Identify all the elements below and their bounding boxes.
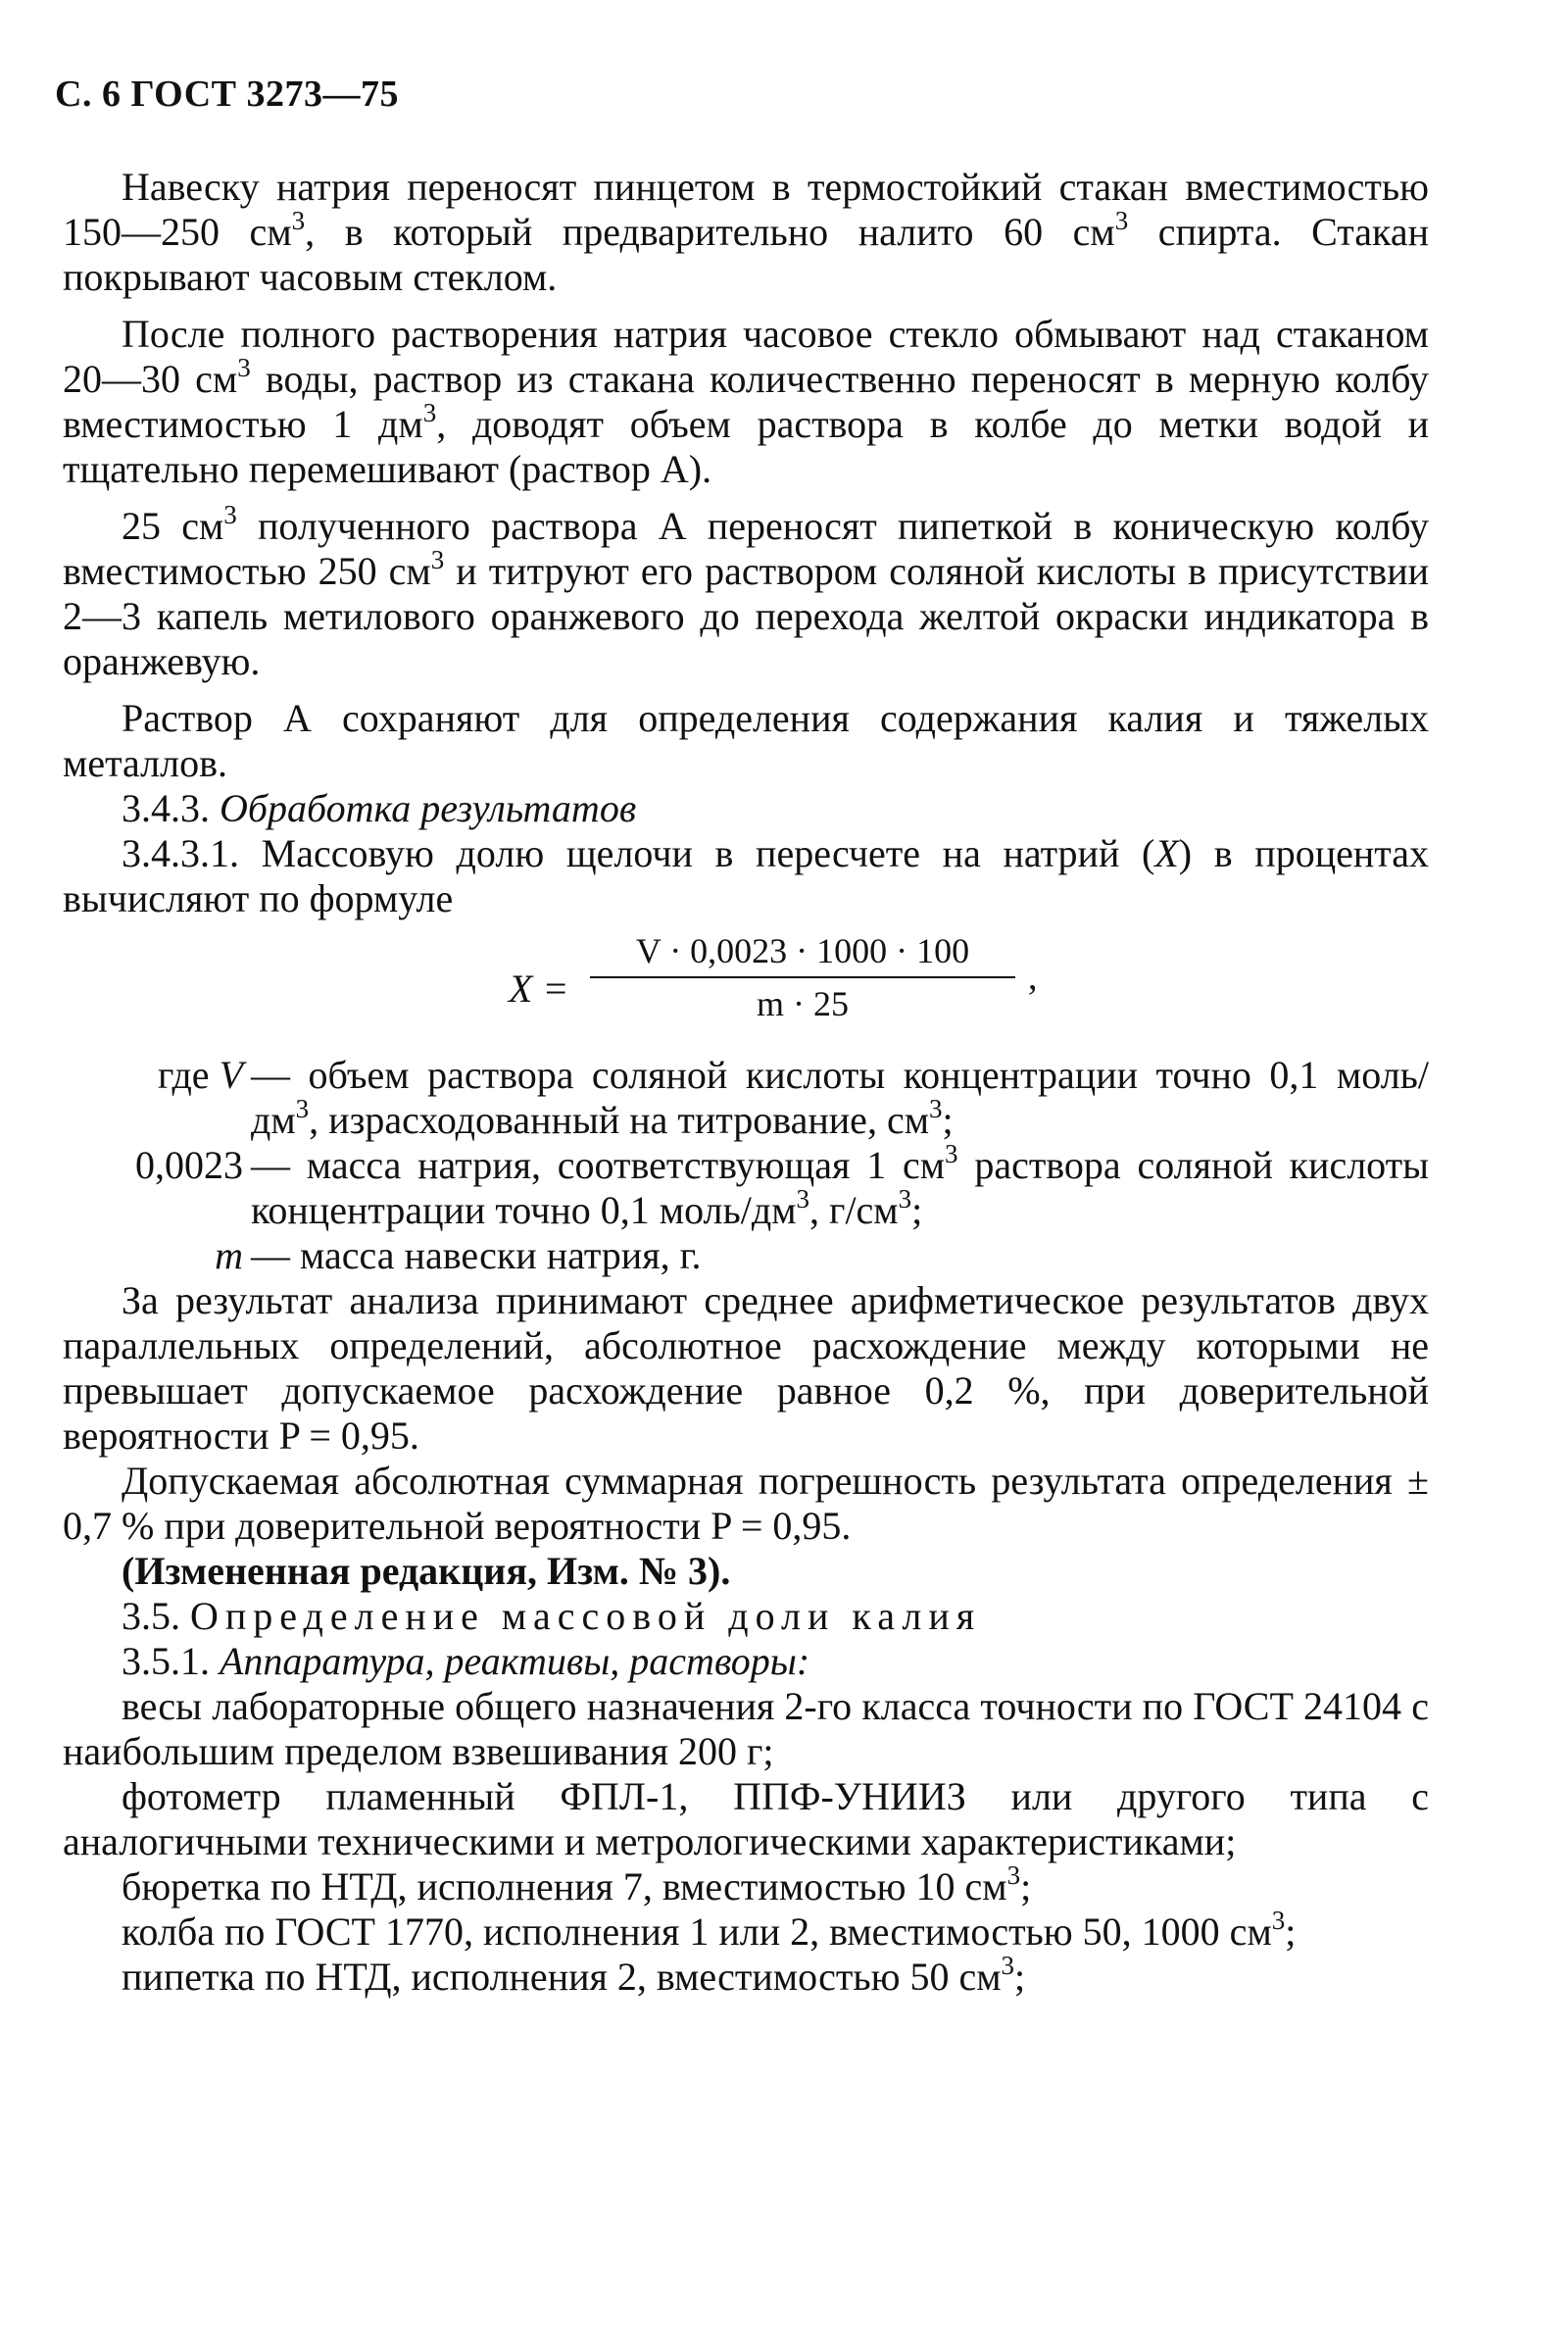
equipment-item-scales: весы лабораторные общего назначения 2-го класса точности по ГОСТ 24104 с наибольшим пределом взвешивания 200 г; <box>63 1684 1429 1773</box>
section-heading-3-5 <box>63 1594 1429 1639</box>
legend-symbol: V <box>219 1053 243 1097</box>
fraction-bar <box>590 976 1015 978</box>
section-number: 3.4.3. <box>122 786 210 830</box>
text-run: 25 см <box>122 504 224 548</box>
paragraph-sodium-weighing <box>63 165 1429 300</box>
section-title: Аппаратура, реактивы, растворы: <box>220 1639 810 1683</box>
superscript: 3 <box>1271 1906 1286 1935</box>
formula-denominator: m · 25 <box>757 984 849 1023</box>
text-run: масса навески натрия, г. <box>300 1233 702 1277</box>
equipment-item-pipette <box>63 1951 1429 2000</box>
document-body <box>63 165 1429 2000</box>
text-run: ; <box>1285 1909 1297 1954</box>
formula-trailing-comma: , <box>1028 957 1038 998</box>
legend-dash: — <box>251 1143 307 1187</box>
text-run: колба по ГОСТ 1770, исполнения 1 или 2, вместимостью 50, 1000 см <box>122 1909 1272 1954</box>
text-run: , израсходованный на титрование, см <box>309 1098 930 1142</box>
section-number: 3.5.1. <box>122 1639 210 1683</box>
text-run: , доводят объем раствора в колбе до метки водой и тщательно перемешивают (раствор А). <box>63 402 1429 491</box>
text-run: , г/см <box>809 1188 899 1232</box>
text-run: раствора соляной кислоты концентрации точно 0,1 моль/дм <box>251 1143 1429 1232</box>
text-run: , в который предварительно налито 60 см <box>305 210 1115 254</box>
legend-dash: — <box>251 1053 309 1097</box>
text-run: ; <box>1020 1864 1032 1909</box>
equipment-item-flask <box>63 1906 1429 1955</box>
paragraph-dissolution <box>63 312 1429 492</box>
legend-prefix: где <box>158 1053 220 1097</box>
superscript: 3 <box>223 500 237 529</box>
superscript: 3 <box>291 206 306 235</box>
legend-description <box>251 1139 1429 1233</box>
legend-key <box>63 1143 251 1233</box>
paragraph-titration <box>63 500 1430 684</box>
superscript: 3 <box>1114 206 1129 235</box>
legend-description <box>251 1053 1429 1143</box>
page-header: С. 6 ГОСТ 3273—75 <box>55 74 399 115</box>
superscript: 3 <box>1006 1860 1021 1890</box>
superscript: 3 <box>237 353 251 382</box>
paragraph-error-margin: Допускаемая абсолютная суммарная погрешность результата определения ± 0,7 % при доверительной вероятности P = 0,95. <box>63 1459 1429 1548</box>
formula-fraction <box>590 929 1015 1025</box>
text-run: Навеску натрия переносят пинцетом в термостойкий стакан вместимостью 150—250 см <box>63 165 1429 254</box>
superscript: 3 <box>929 1094 943 1123</box>
superscript: 3 <box>430 545 445 574</box>
section-title: Обработка результатов <box>220 786 637 830</box>
superscript: 3 <box>898 1184 912 1214</box>
formula-numerator: V · 0,0023 · 1000 · 100 <box>635 931 970 970</box>
text-run: ; <box>942 1098 954 1142</box>
text-run: ; <box>1014 1955 1026 1999</box>
section-heading-3-4-3 <box>63 786 1429 831</box>
legend-dash: — <box>251 1233 300 1277</box>
formula-legend <box>63 1053 1429 1278</box>
text-run: спирта. Стакан покрывают часовым стеклом. <box>63 210 1429 299</box>
text-run: ) в процентах вычисляют по формуле <box>63 831 1429 920</box>
legend-symbol: 0,0023 <box>135 1143 243 1187</box>
text-run: После полного растворения натрия часовое стекло обмывают над стаканом 20—30 см <box>63 312 1429 401</box>
text-run: объем раствора соляной кислоты концентрации точно 0,1 моль/дм <box>251 1053 1430 1142</box>
paragraph-result-average: За результат анализа принимают среднее арифметическое результатов двух параллельных определений, абсолютное расхождение между которыми не превышает допускаемое расхождение равное 0,2 %, при доверительной вероятности P = 0,95. <box>63 1278 1429 1458</box>
legend-key <box>63 1233 251 1278</box>
superscript: 3 <box>796 1184 810 1214</box>
superscript: 3 <box>422 398 437 427</box>
text-run: воды, раствор из стакана количественно переносят в мерную колбу вместимостью 1 дм <box>63 357 1429 446</box>
superscript: 3 <box>1001 1951 1015 1980</box>
amendment-note: (Измененная редакция, Изм. № 3). <box>122 1549 731 1593</box>
legend-key <box>63 1053 251 1143</box>
text-run: бюретка по НТД, исполнения 7, вместимостью 10 см <box>122 1864 1007 1909</box>
formula-lhs: X = <box>509 967 569 1011</box>
text-run: и титруют его раствором соляной кислоты в присутствии 2—3 капель метилового оранжевого до перехода желтой окраски индикатора в оранжевую. <box>63 549 1430 683</box>
text-run: полученного раствора А переносят пипеткой в коническую колбу вместимостью 250 см <box>63 504 1429 593</box>
text-run: 3.4.3.1. Массовую долю щелочи в пересчете на натрий ( <box>122 831 1155 875</box>
legend-symbol: m <box>215 1233 243 1277</box>
text-run: пипетка по НТД, исполнения 2, вместимостью 50 см <box>122 1955 1002 1999</box>
equipment-item-burette <box>63 1860 1429 1909</box>
text-run: ; <box>911 1188 923 1232</box>
paragraph-solution-storage: Раствор А сохраняют для определения содержания калия и тяжелых металлов. <box>63 696 1429 785</box>
equipment-item-photometer: фотометр пламенный ФПЛ-1, ППФ-УНИИЗ или другого типа с аналогичными техническими и метрологическими характеристиками; <box>63 1774 1429 1863</box>
legend-description <box>251 1233 1429 1278</box>
section-title: Определение массовой доли калия <box>190 1594 982 1638</box>
legend-row-v <box>63 1053 1429 1143</box>
formula-block <box>63 929 1429 1039</box>
text-run: масса натрия, соответствующая 1 см <box>306 1143 946 1187</box>
variable-x: X <box>1154 831 1179 875</box>
legend-row-0-0023 <box>63 1139 1429 1233</box>
section-number: 3.5. <box>122 1594 180 1638</box>
section-heading-3-5-1 <box>63 1639 1429 1684</box>
superscript: 3 <box>945 1139 958 1168</box>
paragraph-3-4-3-1 <box>63 831 1429 921</box>
legend-row-m <box>63 1233 1429 1278</box>
superscript: 3 <box>295 1094 310 1123</box>
